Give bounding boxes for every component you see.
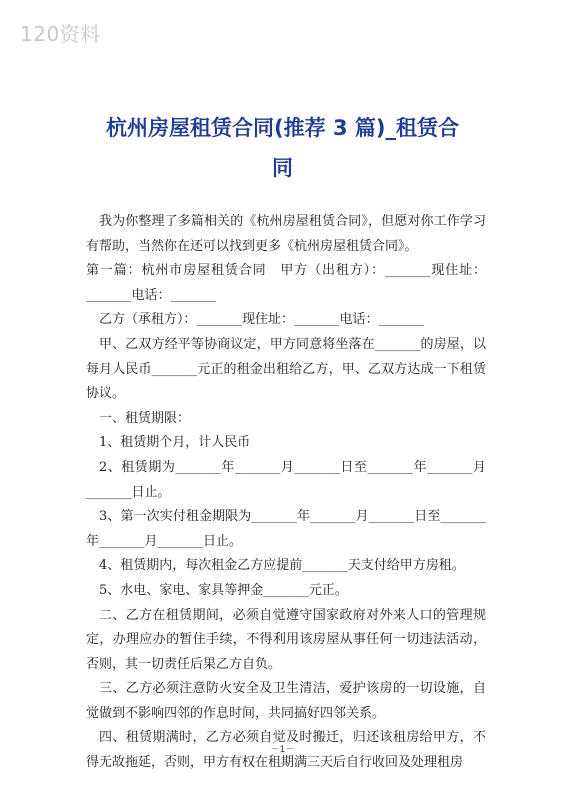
part-one-heading: 第一篇：杭州市房屋租赁合同 甲方（出租方）：_______现住址：_______电话：_______ (86, 263, 486, 303)
watermark-logo: 120资料 (20, 22, 101, 46)
clause-4: 4、租赁期内，每次租金乙方应提前_______天支付给甲方房租。 (99, 558, 465, 574)
party-b-line: 乙方（承租方）：_______现住址：_______电话：_______ (99, 312, 425, 328)
title-line-1: 杭州房屋租赁合同(推荐 3 篇)_租赁合 (106, 116, 459, 140)
title-line-2: 同 (272, 156, 293, 180)
clause-5: 5、水电、家电、家具等押金_______元正。 (99, 582, 348, 598)
section-two: 二、乙方在租赁期间，必须自觉遵守国家政府对外来人口的管理规定，办理应办的暂住手续，不得利用该房屋从事任何一切违法活动，否则，其一切责任后果乙方自负。 (86, 607, 486, 672)
clause-3: 3、第一次实付租金期限为_______年_______月_______日至_______年_______月_______日止。 (86, 509, 486, 549)
section-four: 四、租赁期满时，乙方必须自觉及时搬迁，归还该租房给甲方，不得无故拖延，否则，甲方有权在租期满三天后自行收回及处理租房 (86, 730, 486, 771)
section-heading-term: 一、租赁期限： (99, 410, 191, 426)
clause-2: 2、租赁期为_______年_______月_______日至_______年_______月_______日止。 (86, 459, 486, 500)
document-body (86, 210, 486, 776)
agreement-paragraph: 甲、乙双方经平等协商议定，甲方同意将坐落在_______的房屋，以每月人民币_______元正的租金出租给乙方，甲、乙双方达成一下租赁协议。 (86, 336, 486, 402)
intro-paragraph: 我为你整理了多篇相关的《杭州房屋租赁合同》，但愿对你工作学习有帮助，当然你在还可以找到更多《杭州房屋租赁合同》。 (86, 214, 486, 254)
page-number: －1－ (270, 745, 295, 755)
clause-1: 1、租赁期个月，计人民币 (99, 435, 251, 451)
section-three: 三、乙方必须注意防火安全及卫生清洁，爱护该房的一切设施，自觉做到不影响四邻的作息时间，共同搞好四邻关系。 (86, 681, 486, 721)
document-title (60, 108, 505, 188)
